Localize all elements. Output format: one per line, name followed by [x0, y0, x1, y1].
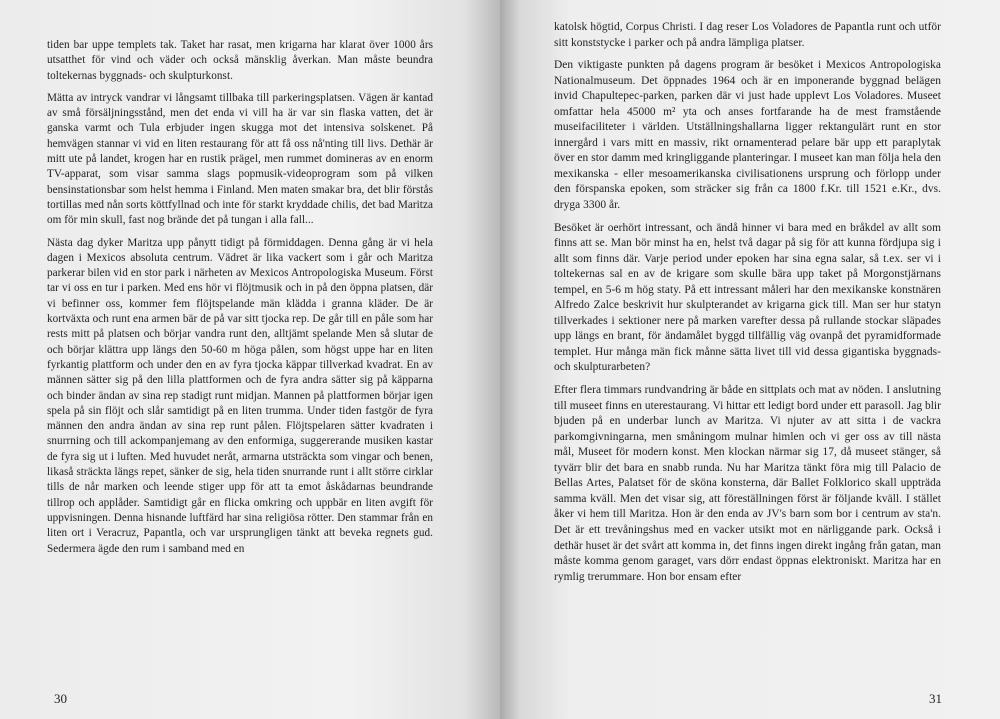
paragraph: Mätta av intryck vandrar vi långsamt tillbaka till parkeringsplatsen. Vägen är kantad av små försäljningsstånd, men det enda vi vill ha är var sin flaska vatten, det är ganska varmt och Tula erbjuder ingen skugga mot det intensiva solskenet. På hemvägen stannar vi vid en liten restaurang för att få oss nå'nting till livs. Dethär är mitt ute på landet, krogen har en rustik prägel, men rummet domineras av en enorm TV-apparat, som visar samma slags popmusik-videoprogram som på vilken bensinstationsbar som helst hemma i Finland. Men maten smakar bra, det blir förstås tortillas med nån sorts köttfyllnad och inte för starkt kryddade chilis, det bad Maritza om för min skull, fast nog brände det på tungan i alla fall...: [47, 91, 433, 227]
paragraph: Den viktigaste punkten på dagens program är besöket i Mexicos Antropologiska Nationalmuseum. Det öppnades 1964 och är en imponerande byggnad belägen invid Chapultepec-parken, parken där vi just hade upplevt Los Voladores. Museet omfattar hela 45000 m² yta och anses fortfarande ha de mest framstående museifaciliteter i världen. Utställningshallarna ligger rektangulärt runt en stor innergård i vars mitt en massiv, rikt ornamenterad pelare bär upp ett paraplytak över en stor damm med kringliggande planteringar. I museet kan man följa hela den mexikanska - eller mesoamerikanska civilisationens ursprung och förlopp under den förspanska epoken, som sträcker sig från ca 1800 f.Kr. till 1521 e.Kr., dvs. dryga 3300 år.: [554, 59, 941, 212]
paragraph: Besöket är oerhört intressant, och ändå hinner vi bara med en bråkdel av allt som finns att se. Man bör minst ha en, helst två dagar på sig för att kunna fördjupa sig i allt som finns där. Varje period under epoken har sina egna salar, så t.ex. ser vi i toltekernas sal en av de krigare som skulle bära upp taket på Morgonstjärnans tempel, en 5-6 m hög staty. På ett intressant måleri har den mexikanske konstnären Alfredo Zalce beskrivit hur skulpterandet av krigarna gick till. Man ser hur statyn tillverkades i sektioner nere på marken varefter dessa på rullande stockar släpades upp längs en brant, för ändamålet byggd tillfällig väg ovanpå det pyramidformade templet. Hur många män fick månne sätta livet till vid dessa gigantiska byggnads- och skulpturarbeten?: [554, 221, 941, 374]
paragraph: tiden bar uppe templets tak. Taket har rasat, men krigarna har klarat över 1000 års utsatthet för vind och väder och också mänsklig åverkan. Man måste beundra toltekernas byggnads- och skulpturkonst.: [47, 39, 433, 82]
right-page: [500, 0, 1000, 719]
page-number: 31: [929, 691, 942, 706]
paragraph: katolsk högtid, Corpus Christi. I dag reser Los Voladores de Papantla runt och utför sitt konststycke i parker och på andra lämpliga platser.: [554, 21, 941, 49]
left-page-text: [47, 38, 433, 564]
page-number: 30: [54, 691, 67, 706]
paragraph: Nästa dag dyker Maritza upp pånytt tidigt på förmiddagen. Denna gång är vi hela dagen i Mexicos absoluta centrum. Vädret är lika vackert som i går och Maritza parkerar bilen vid en stor park i närheten av Mexicos Antropologiska Museum. Först tar vi oss en tur i parken. Med ens hör vi flöjtmusik och in på den öppna platsen, där vi befinner oss, kommer fem flöjtspelande män klädda i granna kläder. De är kortväxta och runt ena armen bär de på var sitt tjocka rep. De går till en påle som har rests mitt på platsen och börjar vandra runt den, alltjämt spelande Men så slutar de och börjar klättra upp längs den 50-60 m höga pålen, som högst uppe har en liten fyrkantig plattform och under den en av fyra tjocka käppar tillverkad kvadrat. En av männen sätter sig på den lilla plattformen och de fyra andra sätter sig på käpparna och binder ändan av sina rep stadigt runt midjan. Mannen på plattformen börjar igen spela på sin flöjt och slår samtidigt på en liten trumma. Under tiden fastgör de fyra männen den andra ändan av sina rep runt pålen. Flöjtspelaren sätter kvadraten i snurrning och till ackompanjemang av den enformiga, suggererande musiken kastar de fyra sig ut i luften. Med huvudet neråt, armarna utsträckta som vingar och benen, likaså sträckta längs repet, sänker de sig, hela tiden snurrande runt i allt större cirklar tills de når marken och leende stiger upp för att ta emot åskådarnas beundrande tillrop och applåder. Samtidigt går en flicka omkring och uppbär en liten avgift för uppvisningen. Denna hisnande luftfärd har sina religiösa rötter. Den stammar från en liten ort i Veracruz, Papantla, och var ursprungligen tänkt att beveka regnets gud. Sedermera ägde den rum i samband med en: [47, 236, 433, 555]
right-page-text: [554, 20, 941, 592]
paragraph: Efter flera timmars rundvandring är både en sittplats och mat av nöden. I anslutning till museet finns en uterestaurang. Vi hittar ett ledigt bord under ett parasoll. Jag blir bjuden på en underbar lunch av Maritza. Vi njuter av att sitta i de vackra parkomgivningarna, men småningom mulnar himlen och vi ger oss av till nästa mål, Museet för modern konst. Men klockan närmar sig 17, då museet stänger, så tyvärr blir det bara en snabb runda. Nu har Maritza tänkt föra mig till Palacio de Bellas Artes, Palatset för de sköna konsterna, där Ballet Folklorico skall uppträda samma kväll. Men det visar sig, att föreställningen först är följande kväll. I stället åker vi hem till Maritza. Hon är den enda av JV's barn som bor i centrum av sta'n. Det är ett trevåningshus med en vacker utsikt mot en närliggande park. Också i dethär huset är det svårt att komma in, det finns ingen direkt ingång från gatan, man måste komma genom garaget, vars dörr endast öppnas elektroniskt. Maritza har en rymlig trerummare. Hon bor ensam efter: [554, 384, 941, 583]
